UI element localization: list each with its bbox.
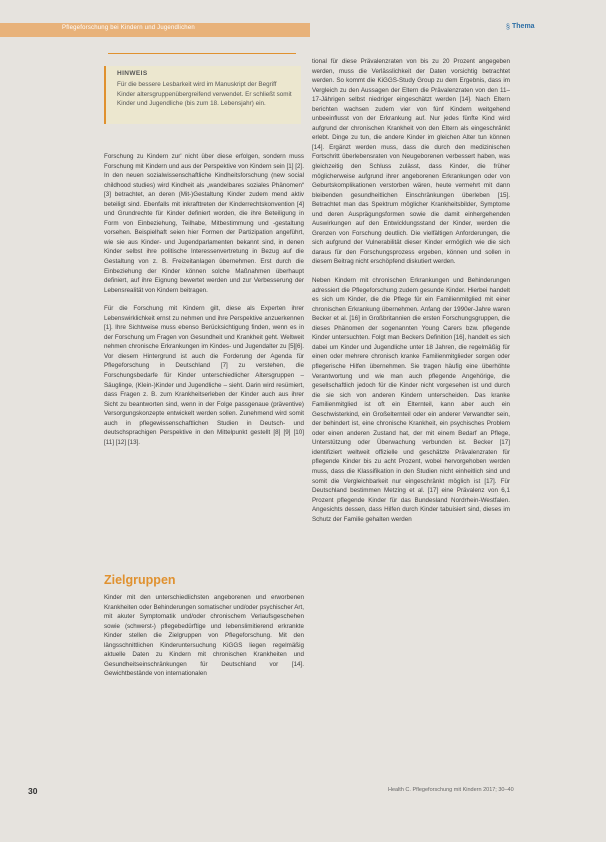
paragraph: Für die Forschung mit Kindern gilt, diese als Experten ihrer Lebenswirklichkeit ernst zu nehmen und ihre Perspektive anzuerkennen [1]. Ihre Sichtweise muss ebenso Berücksichtigung finden, wenn es in der Forschung um Fragen von Gesundheit und Krankheit geht. Weltweit nehmen chronische Erkrankungen im Kindes- und Jugendalter zu [5][6]. Vor diesem Hintergrund ist auch die Forderung der Agenda für Pflegeforschung in Deutschland [7] zu verstehen, die Forschungsbedarfe für Kinder unterschiedlicher Altersgruppen – Säuglinge, (Klein-)Kinder und Jugendliche – sieht. Darin wird resümiert, dass Fragen z. B. zum Krankheitserleben der Kinder auch aus ihrer Sicht zu beantworten sind, wenn in der Folge passgenaue (präventive) Versorgungskonzepte entwickelt werden sollen. Zunehmend wird somit auch in pflegewissenschaftlichen Studien in Deutsch- und deutschsprachigen Perspektive in den Mittelpunkt gestellt [8] [9] [10] [11] [12] [13]. — [104, 305, 304, 446]
section-heading: Zielgruppen — [104, 573, 176, 587]
paragraph: Forschung zu Kindern zur' nicht über diese erfolgen, sondern muss Forschung mit Kindern und aus der Perspektive von Kindern sein [1] [2]. In den neuen sozialwissenschaftliche Kindheitsforschung (new social childhood studies) wird Kindheit als „wandelbares soziales Phänomen“ [3] betrachtet, an deren (Mit-)Gestaltung Kinder zudem mend aktiv beteiligt sind. Ebenfalls mit inkrafttreten der Kinderrechtskonvention [4] und Grundrechte für Kinder definiert worden, die ihre Beteiligung in Form von Einbeziehung, Teilhabe, Mitbestimmung und -gestaltung vorsehen. Beispielhaft seien hier Formen der Partizipation angeführt, wie sie aus Kinder- und Jugendparlamenten bekannt sind, in denen Kinder selbst ihre politische Interessenvertretung in Bezug auf die Gestaltung von z. B. Freizeitanlagen übernehmen. Erst durch die Einbeziehung der Kinder können solche Maßnahmen überhaupt definiert, auf ihre Eignung bewertet werden und zur Verbesserung der Lebensrealität von Kindern beitragen. — [104, 153, 304, 294]
topic-label: Thema — [512, 23, 535, 30]
left-column-bottom — [104, 593, 304, 688]
note-title: HINWEIS — [117, 70, 148, 77]
paragraph: Kinder mit den unterschiedlichsten angeborenen und erworbenen Krankheiten oder Behinderungen somatischer und/oder psychischer Art, mit akuter Symptomatik und/oder chronischem Verlaufsgeschehen sowie (schwerst-) pflegebedürftige und lebenslimitierend erkrankte Kinder stellen die Zielgruppen von Pflegeforschung. Mit den längsschnittlichen Kinderuntersuchung KiGGS liegen regelmäßig aktuelle Daten zu Kindern mit chronischen Krankheiten und Gesundheitseinschränkungen für Deutschland vor [14]. Gewichtbestände von internationalen — [104, 594, 304, 678]
section-icon: § — [506, 24, 510, 31]
divider-line — [108, 53, 296, 54]
page-number: 30 — [28, 786, 38, 796]
left-column — [104, 152, 304, 456]
section-header-text: Pflegeforschung bei Kindern und Jugendlichen — [62, 25, 195, 31]
paragraph: tional für diese Prävalenzraten von bis zu 20 Prozent angegeben werden, muss die Verlässlichkeit der Daten vorsichtig betrachtet werden. So kommt die KiGGS-Study Group zu dem Ergebnis, dass im Vergleich zu den Aussagen der Eltern die Prävalenzraten von den 11–17-Jährigen selbst niedriger eingeschätzt werden [14]. Nach Eltern berichten wachsen zudem vier von fünf Kindern weitgehend unbeeinflusst von der Erkrankung auf. Nur jedes fünfte Kind wird aufgrund der chronischen Krankheit von den Eltern als eingeschränkt erlebt. Dinge zu tun, die andere Kinder im gleichen Alter tun können [14]. Ergänzt werden muss, dass die durch den medizinischen Fortschritt überlebensraten von Neugeborenen verbessert haben, was gleichzeitig den Schluss zulässt, dass Kinder, die früher möglicherweise aufgrund ihrer angeborenen Erkrankungen oder von Geburtskomplikationen verstorben wären, heute vermehrt mit dann bleibenden gesundheitlichen Einschränkungen überleben [15]. Betrachtet man das Spektrum möglicher Krankheitsbilder, Symptome und deren Ausprägungsformen sowie die damit einhergehenden Auswirkungen auf den Entwicklungsstand der Kinder, werden die Grenzen von Forschung deutlich. Die vielfältigen Anforderungen, die sich aufgrund der Vulnerabilität dieser Kinder ermöglich wie die sich daraus für den Forschungsprozess ergeben, können und sollen in diesem Beitrag nicht erschöpfend diskutiert werden. — [312, 58, 510, 266]
footer-citation: Health C. Pflegeforschung mit Kindern 2017; 30–40 — [388, 787, 514, 793]
right-column — [312, 57, 510, 533]
note-text: Für die bessere Lesbarkeit wird im Manuskript der Begriff Kinder altersgruppenübergreifend verwendet. Er schließt somit Kinder und Jugendliche (bis zum 18. Lebensjahr) ein. — [117, 81, 292, 108]
paragraph: Neben Kindern mit chronischen Erkrankungen und Behinderungen adressiert die Pflegeforschung zudem gesunde Kinder. Hierbei handelt es sich um Kinder, die die Pflege für ein Familienmitglied mit einer chronischen Erkrankung übernehmen. Anfang der 1990er-Jahre waren Becker et al. [16] in Großbritannien die ersten Forschungsgruppen, die dieses Phänomen der sogenannten Young Carers bzw. pflegende Kinder untersuchten. Folgt man Beckers Definition [16], handelt es sich dabei um Kinder und Jugendliche unter 18 Jahren, die regelmäßig für einen oder mehrere chronisch kranke Familienmitglieder sorgen oder pflegerische Hilfen übernehmen. Sie tragen häufig eine überhöhte Verantwortung und wie man auch pflegende Angehörige, die gesellschaftlich jedoch für die Kinder nicht vorgesehen ist und durch die sie sich von anderen Kindern unterscheiden. Das kranke Familienmitglied ist oft ein Elternteil, kann aber auch ein Geschwisterkind, ein Großelternteil oder ein anderer Verwandter sein, der behindert ist, eine chronische Krankheit, ein psychisches Problem oder einen anderen Zustand hat, der mit einem Bedarf an Pflege, Unterstützung oder Überwachung verbunden ist. Becker [17] identifiziert weltweit offizielle und geschätzte Prävalenzraten für pflegende Kinder bis zu acht Prozent, wobei hervorgehoben werden muss, dass die Klassifikation in den Studien nicht einheitlich sind und somit die Vergleichbarkeit nur eingeschränkt möglich ist [17]. Für Deutschland bestimmen Metzing et al. [17] eine Prävalenz von 6,1 Prozent pflegende Kinder für das Bundesland Nordrhein-Westfalen. Angesichts dessen, dass Hilfen durch Kinder tabuisiert sind, dieses im Schutz der Familie gehalten werden — [312, 277, 510, 523]
